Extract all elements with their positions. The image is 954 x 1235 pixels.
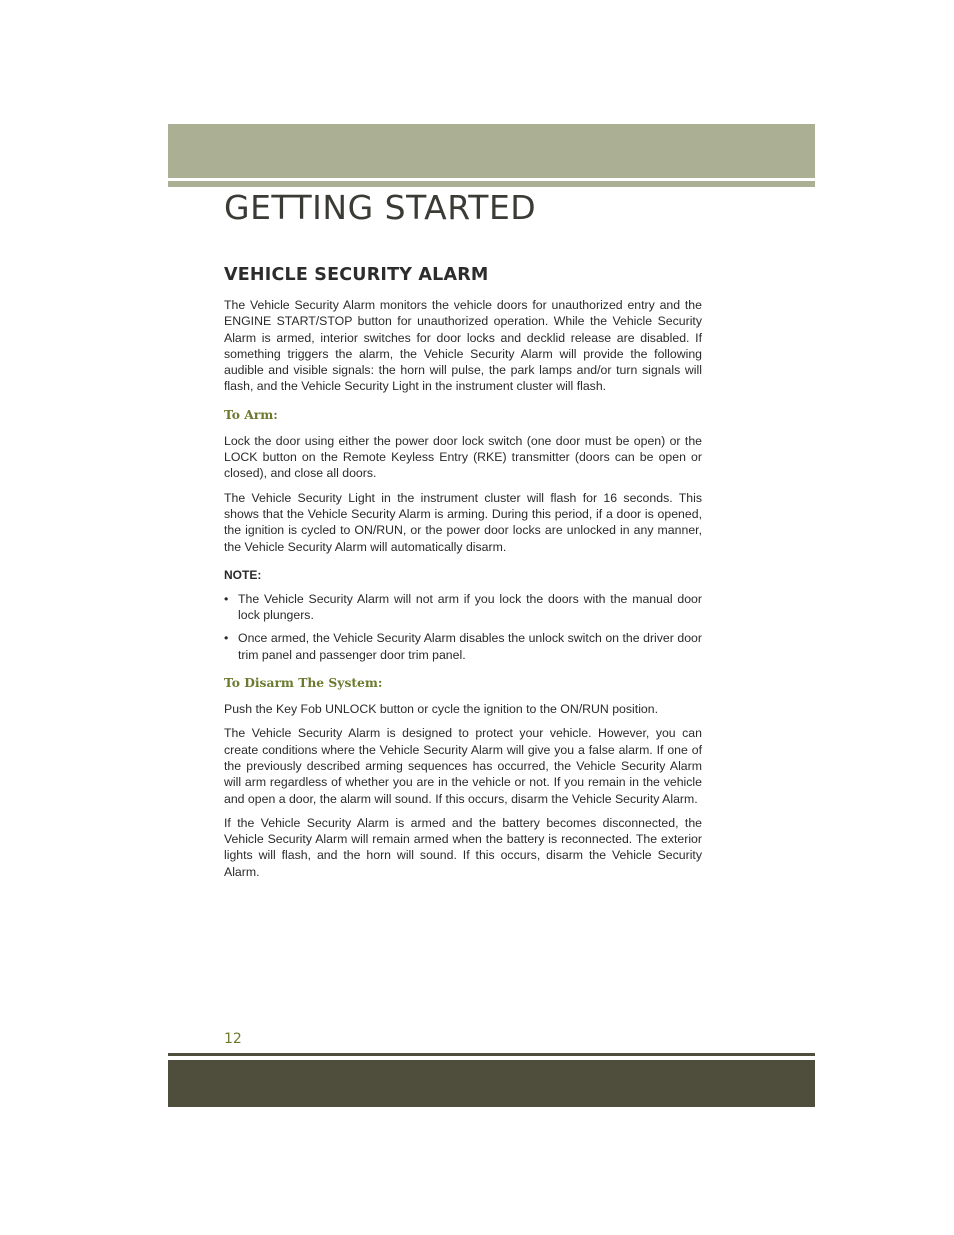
footer-band bbox=[168, 1060, 815, 1107]
bullet-icon: • bbox=[224, 591, 229, 606]
note-list bbox=[224, 591, 702, 663]
to-arm-heading: To Arm: bbox=[224, 406, 278, 422]
footer-stripe bbox=[168, 1053, 815, 1056]
note-item bbox=[224, 630, 702, 663]
page-number: 12 bbox=[224, 1031, 242, 1047]
intro-paragraph: The Vehicle Security Alarm monitors the vehicle doors for unauthorized entry and the ENGINE START/STOP button for unauthorized operation. While the Vehicle Security Alarm is armed, interior switches for door locks and decklid release are disabled. If something triggers the alarm, the Vehicle Security Alarm will provide the following audible and visible signals: the horn will pulse, the park lamps and/or turn signals will flash, and the Vehicle Security Light in the instrument cluster will flash. bbox=[224, 298, 702, 394]
arm-paragraph: The Vehicle Security Light in the instrument cluster will flash for 16 seconds. This shows that the Vehicle Security Alarm is arming. During this period, if a door is opened, the ignition is cycled to ON/RUN, or the power door locks are unlocked in any manner, the Vehicle Security Alarm will automatically disarm. bbox=[224, 490, 702, 554]
note-label: NOTE: bbox=[224, 567, 262, 582]
section-title: GETTING STARTED bbox=[224, 188, 537, 227]
disarm-paragraph: The Vehicle Security Alarm is designed to protect your vehicle. However, you can create conditions where the Vehicle Security Alarm will give you a false alarm. If one of the previously described arming sequences has occurred, the Vehicle Security Alarm will arm regardless of whether you are in the vehicle or not. If you remain in the vehicle and open a door, the alarm will sound. If this occurs, disarm the Vehicle Security Alarm. bbox=[224, 726, 702, 806]
note-item-text: The Vehicle Security Alarm will not arm if you lock the doors with the manual door lock plungers. bbox=[238, 591, 702, 623]
arm-paragraph: Lock the door using either the power door lock switch (one door must be open) or the LOCK button on the Remote Keyless Entry (RKE) transmitter (doors can be open or closed), and close all doors. bbox=[224, 433, 702, 481]
to-disarm-heading: To Disarm The System: bbox=[224, 675, 383, 691]
bullet-icon: • bbox=[224, 631, 229, 646]
header-band bbox=[168, 124, 815, 178]
note-item-text: Once armed, the Vehicle Security Alarm disables the unlock switch on the driver door trim panel and passenger door trim panel. bbox=[238, 631, 702, 662]
disarm-paragraph: Push the Key Fob UNLOCK button or cycle the ignition to the ON/RUN position. bbox=[224, 702, 659, 717]
disarm-paragraph: If the Vehicle Security Alarm is armed and the battery becomes disconnected, the Vehicle Security Alarm will remain armed when the battery is reconnected. The exterior lights will flash, and the horn will sound. If this occurs, disarm the Vehicle Security Alarm. bbox=[224, 815, 702, 879]
note-item bbox=[224, 591, 702, 624]
article-title: VEHICLE SECURITY ALARM bbox=[224, 265, 489, 285]
article-content bbox=[224, 262, 702, 888]
